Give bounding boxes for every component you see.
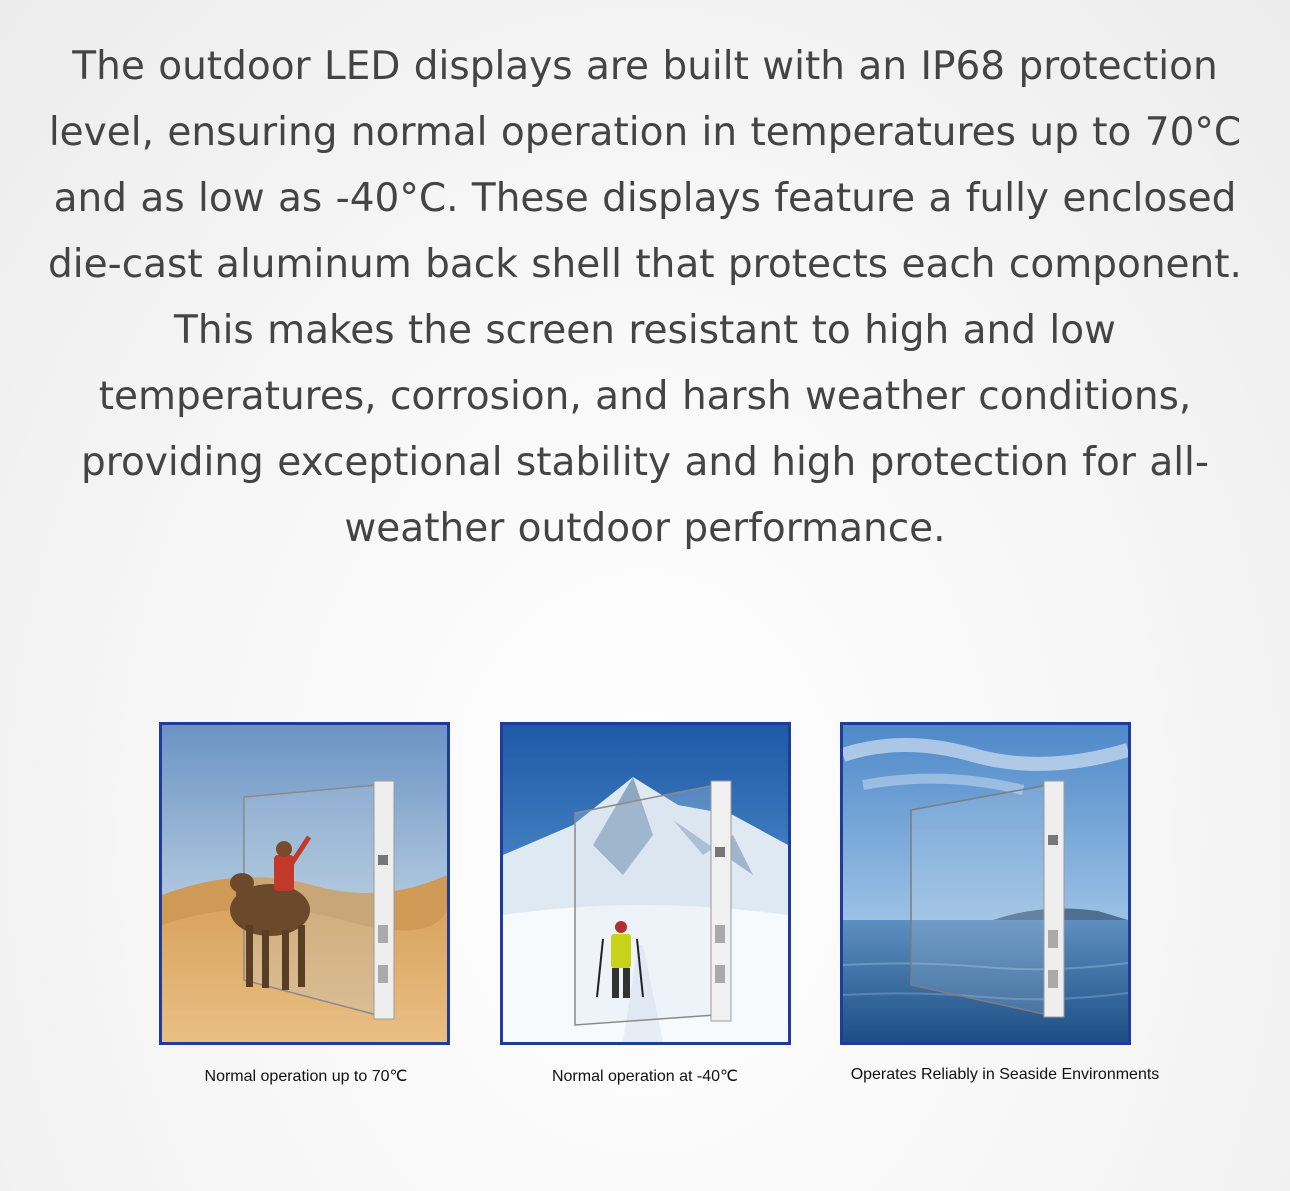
snow-image: [500, 722, 791, 1045]
gallery-card-desert: [159, 722, 450, 1085]
gallery-card-snow: [500, 722, 791, 1085]
seaside-caption: Operates Reliably in Seaside Environments: [850, 1066, 1160, 1083]
desert-image: [159, 722, 450, 1045]
environment-gallery: [0, 722, 1290, 1102]
snow-caption: Normal operation at -40℃: [551, 1068, 739, 1085]
gallery-card-seaside: [840, 722, 1160, 1083]
desert-caption: Normal operation up to 70℃: [204, 1068, 408, 1085]
seaside-image: [840, 722, 1131, 1045]
intro-paragraph: The outdoor LED displays are built with an IP68 protection level, ensuring normal operation in temperatures up to 70°C and as low as -40°C. These displays feature a fully enclosed die-cast aluminum back shell that protects each component. This makes the screen resistant to high and low temperatures, corrosion, and harsh weather conditions, providing exceptional stability and high protection for all-weather outdoor performance.: [48, 44, 1242, 551]
